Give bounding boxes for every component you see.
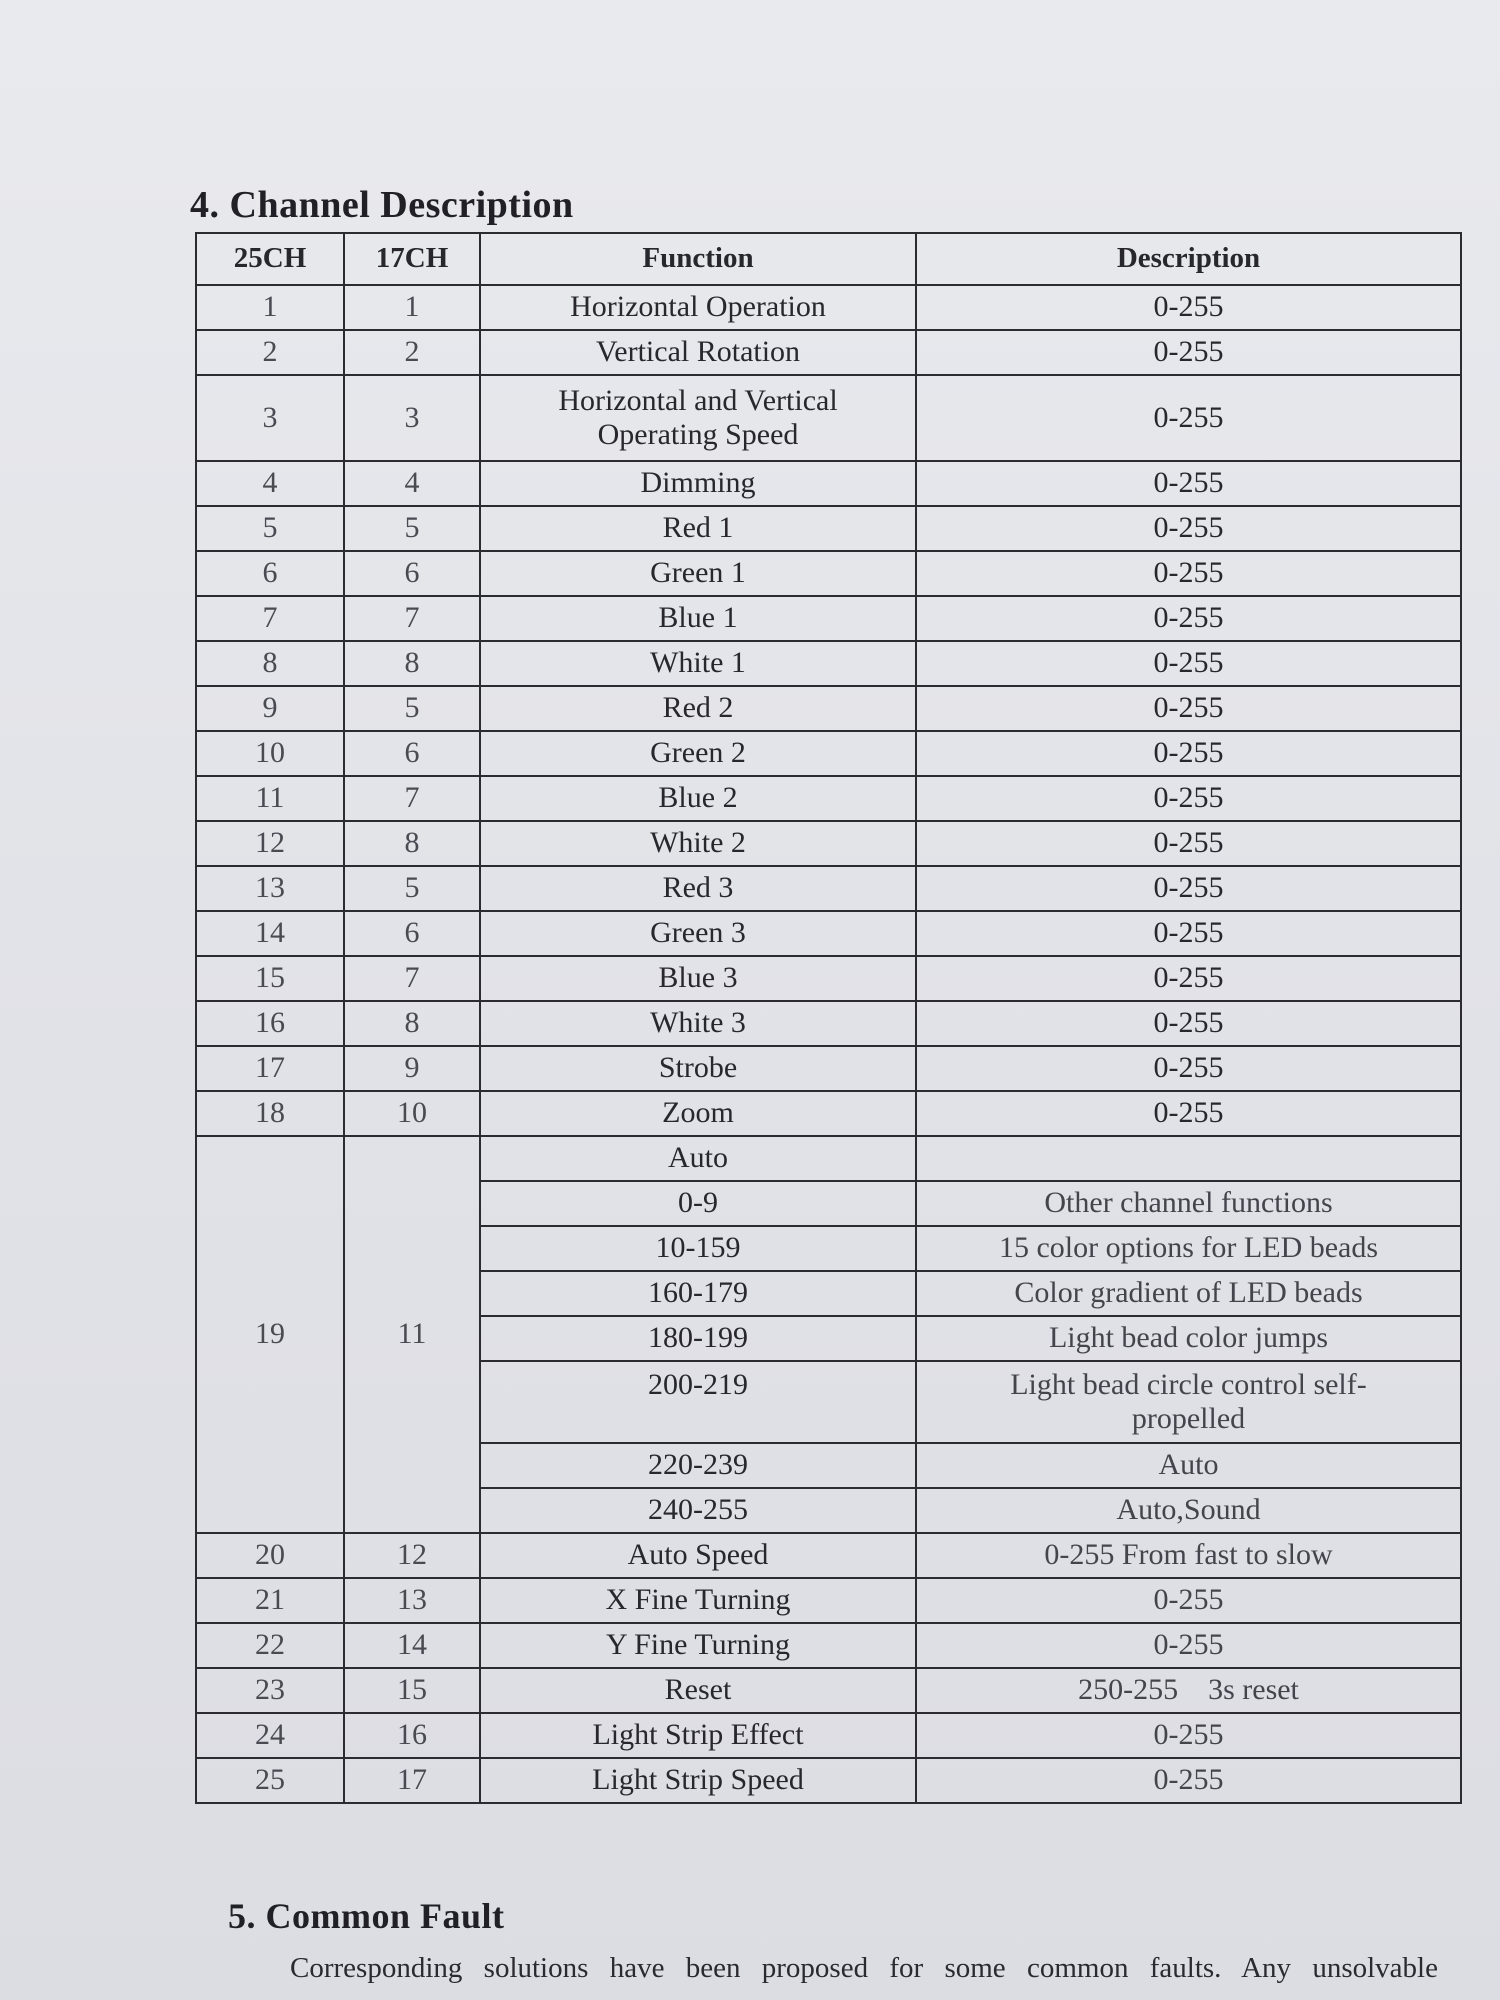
cell-function: Light Strip Effect — [480, 1713, 916, 1758]
header-25ch: 25CH — [196, 233, 344, 285]
cell-function: Blue 3 — [480, 956, 916, 1001]
cell-17ch: 11 — [344, 1136, 480, 1533]
cell-25ch: 21 — [196, 1578, 344, 1623]
cell-function: Green 2 — [480, 731, 916, 776]
table-row — [196, 1533, 1461, 1578]
cell-function: White 3 — [480, 1001, 916, 1046]
cell-description: 0-255 — [916, 285, 1461, 330]
cell-25ch: 25 — [196, 1758, 344, 1803]
table-row — [196, 1001, 1461, 1046]
cell-description: 0-255 — [916, 686, 1461, 731]
cell-25ch: 12 — [196, 821, 344, 866]
cell-description: 0-255 — [916, 1091, 1461, 1136]
section-title-common-fault: 5. Common Fault — [228, 1896, 505, 1936]
cell-17ch: 13 — [344, 1578, 480, 1623]
cell-17ch: 15 — [344, 1668, 480, 1713]
section-title-channel-description: 4. Channel Description — [190, 184, 574, 226]
cell-function: Green 3 — [480, 911, 916, 956]
table-row — [196, 956, 1461, 1001]
cell-25ch: 20 — [196, 1533, 344, 1578]
table-row — [196, 821, 1461, 866]
table-row — [196, 731, 1461, 776]
table-row — [196, 1668, 1461, 1713]
cell-17ch: 6 — [344, 551, 480, 596]
cell-25ch: 8 — [196, 641, 344, 686]
cell-description: 0-255 — [916, 461, 1461, 506]
cell-range: 220-239 — [480, 1443, 916, 1488]
cell-25ch: 19 — [196, 1136, 344, 1533]
table-row-auto — [196, 1136, 1461, 1181]
cell-25ch: 9 — [196, 686, 344, 731]
cell-17ch: 1 — [344, 285, 480, 330]
cell-description: 0-255 — [916, 1758, 1461, 1803]
cell-17ch: 6 — [344, 731, 480, 776]
cell-description: 0-255 — [916, 866, 1461, 911]
table-row — [196, 1578, 1461, 1623]
cell-function: Auto Speed — [480, 1533, 916, 1578]
channel-description-table — [195, 232, 1462, 1804]
cell-description: Light bead color jumps — [916, 1316, 1461, 1361]
header-17ch: 17CH — [344, 233, 480, 285]
cell-description: 0-255 From fast to slow — [916, 1533, 1461, 1578]
cell-17ch: 7 — [344, 596, 480, 641]
cell-function: Red 3 — [480, 866, 916, 911]
cell-range: 0-9 — [480, 1181, 916, 1226]
cell-17ch: 2 — [344, 330, 480, 375]
cell-description: 0-255 — [916, 776, 1461, 821]
table-row — [196, 551, 1461, 596]
table-row — [196, 596, 1461, 641]
cell-description: 0-255 — [916, 1623, 1461, 1668]
cell-function: Red 2 — [480, 686, 916, 731]
cell-function: Auto — [480, 1136, 916, 1181]
cell-17ch: 5 — [344, 506, 480, 551]
cell-range: 160-179 — [480, 1271, 916, 1316]
cell-25ch: 2 — [196, 330, 344, 375]
cell-function: Horizontal and Vertical Operating Speed — [480, 375, 916, 461]
table-row — [196, 375, 1461, 461]
cell-description: 0-255 — [916, 821, 1461, 866]
cell-17ch: 14 — [344, 1623, 480, 1668]
cell-25ch: 5 — [196, 506, 344, 551]
cell-25ch: 3 — [196, 375, 344, 461]
cell-function: Green 1 — [480, 551, 916, 596]
cell-17ch: 12 — [344, 1533, 480, 1578]
cell-description: 15 color options for LED beads — [916, 1226, 1461, 1271]
table-row — [196, 1091, 1461, 1136]
cell-description: 0-255 — [916, 641, 1461, 686]
cell-description: 0-255 — [916, 1001, 1461, 1046]
table-row — [196, 1758, 1461, 1803]
cell-17ch: 16 — [344, 1713, 480, 1758]
cell-description: 0-255 — [916, 1578, 1461, 1623]
cell-17ch: 7 — [344, 776, 480, 821]
cell-25ch: 15 — [196, 956, 344, 1001]
cell-function: Vertical Rotation — [480, 330, 916, 375]
cell-description: 0-255 — [916, 506, 1461, 551]
cell-function: White 2 — [480, 821, 916, 866]
cell-function: Light Strip Speed — [480, 1758, 916, 1803]
cell-function: Horizontal Operation — [480, 285, 916, 330]
table-row — [196, 1046, 1461, 1091]
cell-description: 0-255 — [916, 956, 1461, 1001]
cell-25ch: 16 — [196, 1001, 344, 1046]
table-row — [196, 776, 1461, 821]
cell-17ch: 8 — [344, 1001, 480, 1046]
cell-25ch: 24 — [196, 1713, 344, 1758]
cell-description: 0-255 — [916, 731, 1461, 776]
cell-description: Color gradient of LED beads — [916, 1271, 1461, 1316]
cell-function: Dimming — [480, 461, 916, 506]
cell-description: 0-255 — [916, 551, 1461, 596]
cell-description: 0-255 — [916, 1046, 1461, 1091]
cell-function: Strobe — [480, 1046, 916, 1091]
cell-25ch: 18 — [196, 1091, 344, 1136]
table-row — [196, 1623, 1461, 1668]
cell-function: Blue 1 — [480, 596, 916, 641]
cell-description: 0-255 — [916, 1713, 1461, 1758]
cell-description: 0-255 — [916, 596, 1461, 641]
cell-range: 10-159 — [480, 1226, 916, 1271]
cell-function: X Fine Turning — [480, 1578, 916, 1623]
cell-25ch: 6 — [196, 551, 344, 596]
cell-17ch: 4 — [344, 461, 480, 506]
cell-function: Blue 2 — [480, 776, 916, 821]
cell-25ch: 7 — [196, 596, 344, 641]
cell-function: Y Fine Turning — [480, 1623, 916, 1668]
cell-17ch: 10 — [344, 1091, 480, 1136]
cell-range: 180-199 — [480, 1316, 916, 1361]
cell-function: Reset — [480, 1668, 916, 1713]
cell-description: 250-255 3s reset — [916, 1668, 1461, 1713]
header-function: Function — [480, 233, 916, 285]
cell-17ch: 6 — [344, 911, 480, 956]
cell-description: Auto — [916, 1443, 1461, 1488]
cell-25ch: 1 — [196, 285, 344, 330]
cell-function: Zoom — [480, 1091, 916, 1136]
table-row — [196, 285, 1461, 330]
cell-17ch: 8 — [344, 641, 480, 686]
cell-17ch: 17 — [344, 1758, 480, 1803]
table-row — [196, 866, 1461, 911]
table-row — [196, 506, 1461, 551]
cell-description: Other channel functions — [916, 1181, 1461, 1226]
cell-25ch: 13 — [196, 866, 344, 911]
cell-function: Red 1 — [480, 506, 916, 551]
cell-25ch: 11 — [196, 776, 344, 821]
cell-17ch: 9 — [344, 1046, 480, 1091]
cell-description: Light bead circle control self-propelled — [916, 1361, 1461, 1443]
cell-17ch: 3 — [344, 375, 480, 461]
common-fault-paragraph: Corresponding solutions have been proposed for some common faults. Any unsolvable — [290, 1952, 1438, 1984]
cell-25ch: 4 — [196, 461, 344, 506]
table-row — [196, 330, 1461, 375]
cell-17ch: 5 — [344, 686, 480, 731]
cell-range: 240-255 — [480, 1488, 916, 1533]
table-header-row — [196, 233, 1461, 285]
table-row — [196, 461, 1461, 506]
cell-17ch: 8 — [344, 821, 480, 866]
cell-description: 0-255 — [916, 911, 1461, 956]
cell-25ch: 10 — [196, 731, 344, 776]
cell-17ch: 7 — [344, 956, 480, 1001]
cell-25ch: 23 — [196, 1668, 344, 1713]
cell-range: 200-219 — [480, 1361, 916, 1443]
cell-description — [916, 1136, 1461, 1181]
cell-description: 0-255 — [916, 375, 1461, 461]
table-row — [196, 641, 1461, 686]
cell-25ch: 17 — [196, 1046, 344, 1091]
cell-25ch: 22 — [196, 1623, 344, 1668]
cell-description: Auto,Sound — [916, 1488, 1461, 1533]
cell-25ch: 14 — [196, 911, 344, 956]
table-row — [196, 1713, 1461, 1758]
table-row — [196, 911, 1461, 956]
table-row — [196, 686, 1461, 731]
cell-description: 0-255 — [916, 330, 1461, 375]
cell-function: White 1 — [480, 641, 916, 686]
header-description: Description — [916, 233, 1461, 285]
cell-17ch: 5 — [344, 866, 480, 911]
